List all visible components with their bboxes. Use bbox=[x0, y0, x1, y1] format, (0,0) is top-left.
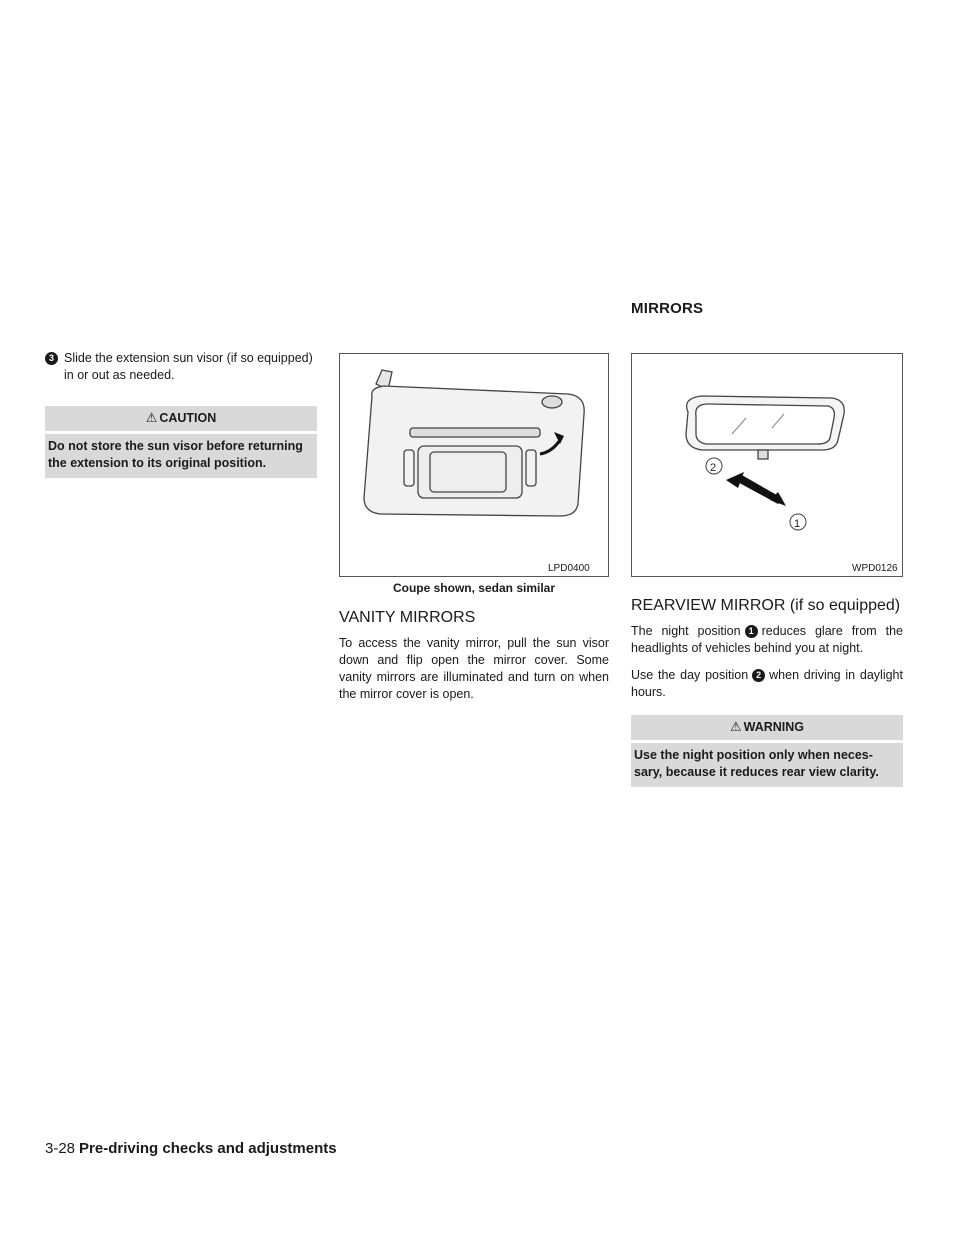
rearview-mirror-illustration bbox=[632, 354, 902, 576]
sun-visor-figure bbox=[339, 353, 609, 577]
column-left bbox=[45, 350, 317, 478]
figure-caption: Coupe shown, sedan similar bbox=[392, 581, 556, 595]
warning-heading bbox=[631, 715, 903, 740]
warning-triangle-icon: ⚠ bbox=[145, 410, 158, 425]
position-2-badge: 2 bbox=[752, 669, 765, 682]
figure-code: LPD0400 bbox=[548, 563, 590, 574]
column-right bbox=[631, 353, 903, 787]
step-number-badge: 3 bbox=[45, 352, 58, 365]
caution-body: Do not store the sun visor before returning the extension to its original position. bbox=[45, 434, 317, 478]
position-1-badge: 1 bbox=[745, 625, 758, 638]
chapter-title: Pre-driving checks and adjustments bbox=[79, 1140, 337, 1157]
section-title: MIRRORS bbox=[631, 300, 704, 317]
label-2: 2 bbox=[710, 462, 717, 474]
page-number: 3-28 bbox=[45, 1140, 76, 1157]
vanity-title: VANITY MIRRORS bbox=[339, 609, 476, 626]
rearview-para-2: Use the day position 2 when driving in daylight hours. bbox=[631, 668, 903, 699]
rearview-para-1: The night position 1 reduces glare from the headlights of vehicles behind you at night. bbox=[631, 624, 903, 655]
sun-visor-illustration bbox=[340, 354, 608, 576]
step-item bbox=[45, 350, 317, 384]
label-1: 1 bbox=[794, 518, 801, 530]
warning-triangle-icon: ⚠ bbox=[729, 719, 742, 734]
warning-label: WARNING bbox=[743, 720, 805, 734]
figure-code: WPD0126 bbox=[852, 563, 898, 574]
step-text: Slide the extension sun visor (if so equipped) in or out as needed. bbox=[64, 351, 313, 382]
vanity-body: To access the vanity mirror, pull the sun visor down and flip open the mirror cover. Some vanity mirrors are illuminated and turn on when the mirror cover is open. bbox=[339, 636, 609, 701]
caution-label: CAUTION bbox=[159, 411, 217, 425]
warning-body: Use the night position only when neces- sary, because it reduces rear view clarity. bbox=[631, 743, 903, 787]
column-middle bbox=[339, 353, 609, 713]
rearview-mirror-figure bbox=[631, 353, 903, 577]
caution-heading bbox=[45, 406, 317, 431]
page-footer bbox=[45, 1140, 337, 1157]
rearview-title: REARVIEW MIRROR (if so equipped) bbox=[631, 597, 901, 614]
